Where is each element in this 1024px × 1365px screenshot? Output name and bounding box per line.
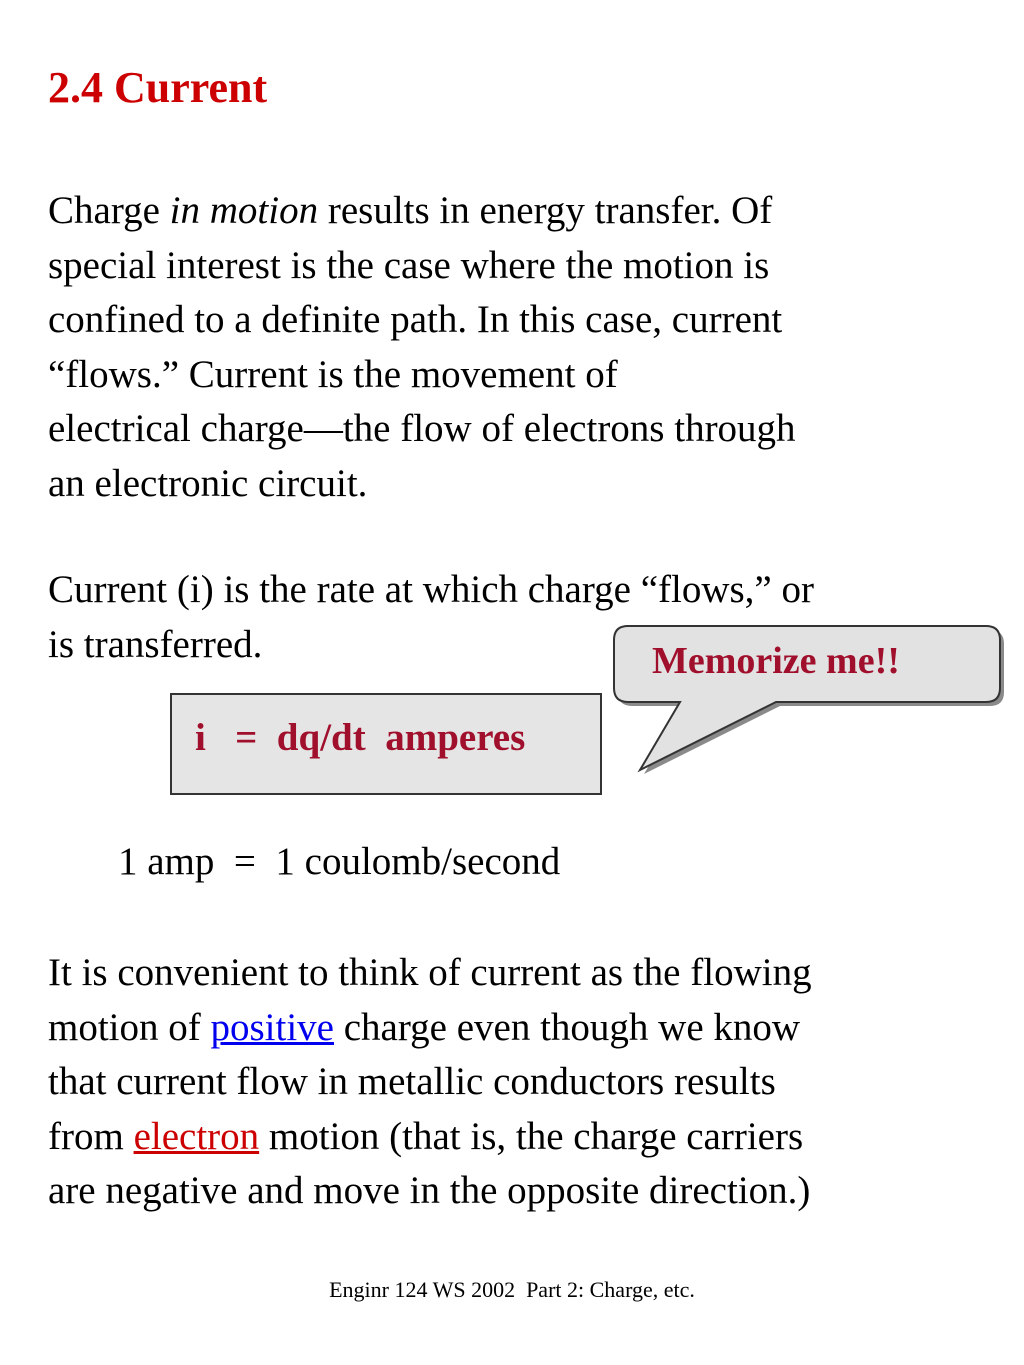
text-line [48, 1110, 812, 1165]
text-segment: Charge [48, 189, 170, 232]
slide-footer: Enginr 124 WS 2002 Part 2: Charge, etc. [329, 1277, 695, 1302]
text-line: an electronic circuit. [48, 461, 368, 505]
text-line: electrical charge—the flow of electrons through [48, 407, 796, 450]
text-line: Current (i) is the rate at which charge “flows,” or [48, 568, 814, 611]
text-line: are negative and move in the opposite direction.) [48, 1169, 811, 1212]
electron-link[interactable]: electron [133, 1114, 260, 1158]
text-line [48, 1001, 812, 1056]
text-line: special interest is the case where the motion is [48, 243, 770, 287]
text-segment: motion (that is, the charge carriers [259, 1114, 804, 1158]
text-line: It is convenient to think of current as the flowing [48, 951, 812, 994]
paragraph-conventional-current [48, 946, 812, 1219]
text-line: confined to a definite path. In this case, current [48, 298, 783, 341]
text-segment: charge even though we know [334, 1005, 801, 1049]
current-equation: i = dq/dt amperes [195, 716, 526, 759]
text-line [48, 184, 796, 239]
text-line: “flows.” Current is the movement of [48, 352, 618, 396]
text-segment: motion of [48, 1005, 211, 1049]
text-segment: from [48, 1114, 134, 1158]
text-line: that current flow in metallic conductors results [48, 1060, 776, 1103]
paragraph-charge-in-motion [48, 184, 796, 511]
positive-link[interactable]: positive [210, 1005, 334, 1049]
italic-phrase: in motion [169, 189, 319, 232]
slide-title: 2.4 Current [48, 63, 268, 112]
text-segment: results in energy transfer. Of [318, 189, 773, 232]
callout-text: Memorize me!! [652, 640, 900, 682]
amp-unit-definition: 1 amp = 1 coulomb/second [118, 840, 561, 883]
text-line: is transferred. [48, 622, 263, 666]
